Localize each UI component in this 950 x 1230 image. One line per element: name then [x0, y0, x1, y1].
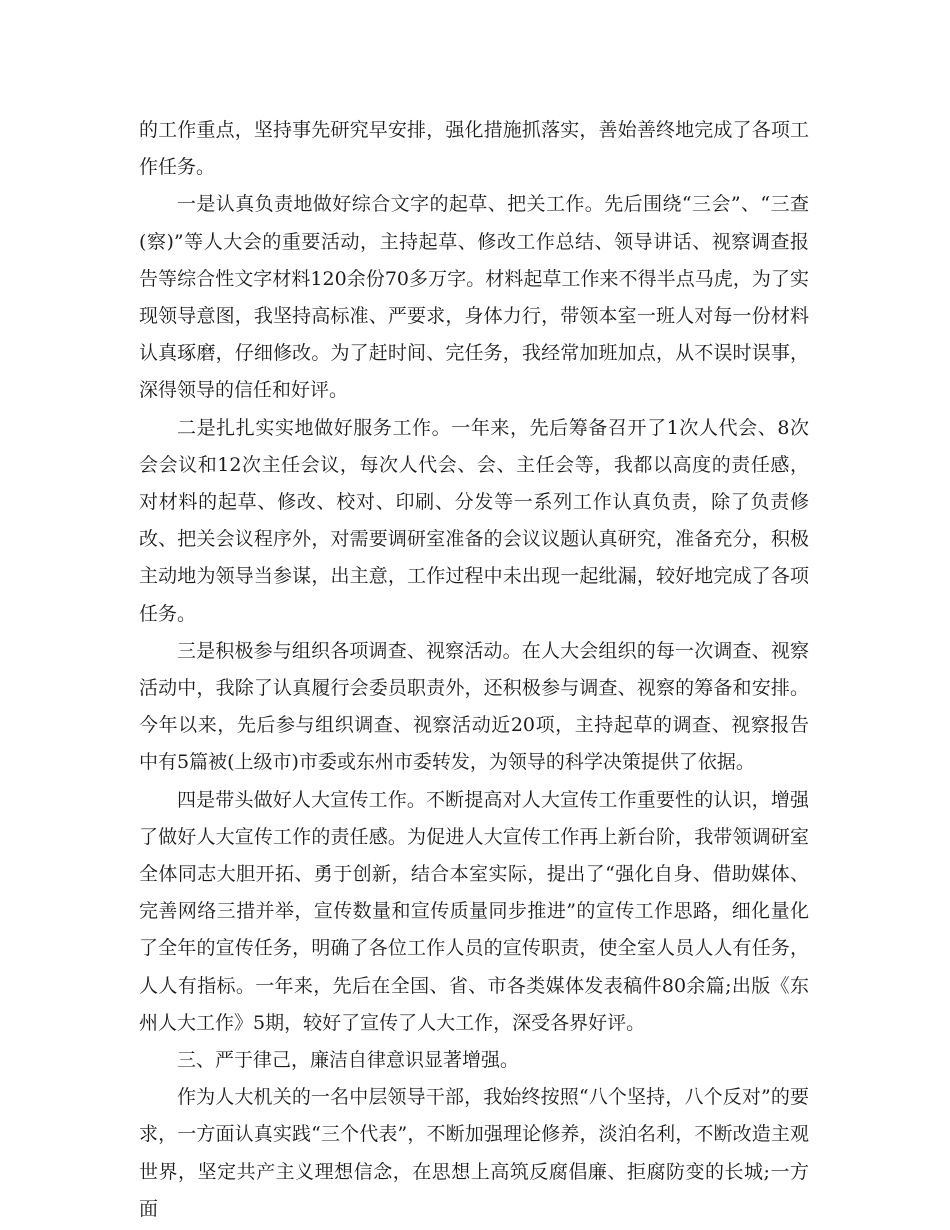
paragraph-continuation: 的工作重点，坚持事先研究早安排，强化措施抓落实，善始善终地完成了各项工作任务。 — [139, 119, 809, 179]
paragraph-drafting-work: 一是认真负责地做好综合文字的起草、把关工作。先后围绕“三会”、“三查(察)”等人大会的重要活动，主持起草、修改工作总结、领导讲话、视察调查报告等综合性文字材料120余份70多万字。材料起草工作来不得半点马虎，为了实现领导意图，我坚持高标准、严要求，身体力行，带领本室一班人对每一份材料认真琢磨，仔细修改。为了赶时间、完任务，我经常加班加点，从不误时误事，深得领导的信任和好评。 — [139, 193, 809, 402]
paragraph-service-work: 二是扎扎实实地做好服务工作。一年来，先后筹备召开了1次人代会、8次会会议和12次主任会议，每次人代会、会、主任会等，我都以高度的责任感，对材料的起草、修改、校对、印刷、分发等一系列工作认真负责，除了负责修改、把关会议程序外，对需要调研室准备的会议议题认真研究，准备充分，积极主动地为领导当参谋，出主意，工作过程中未出现一起纰漏，较好地完成了各项任务。 — [139, 416, 809, 625]
section-heading-self-discipline: 三、严于律己，廉洁自律意识显著增强。 — [177, 1049, 520, 1072]
paragraph-publicity-work: 四是带头做好人大宣传工作。不断提高对人大宣传工作重要性的认识，增强了做好人大宣传工作的责任感。为促进人大宣传工作再上新台阶，我带领调研室全体同志大胆开拓、勇于创新，结合本室实际，提出了“强化自身、借助媒体、完善网络三措并举，宣传数量和宣传质量同步推进”的宣传工作思路，细化量化了全年的宣传任务，明确了各位工作人员的宣传职责，使全室人员人人有任务，人人有指标。一年来，先后在全国、省、市各类媒体发表稿件80余篇;出版《东州人大工作》5期，较好了宣传了人大工作，深受各界好评。 — [139, 788, 809, 1034]
document-body — [139, 112, 809, 1228]
paragraph-inspection-activities: 三是积极参与组织各项调查、视察活动。在人大会组织的每一次调查、视察活动中，我除了认真履行会委员职责外，还积极参与调查、视察的筹备和安排。今年以来，先后参与组织调查、视察活动近20项，主持起草的调查、视察报告中有5篇被(上级市)市委或东州市委转发，为领导的科学决策提供了依据。 — [139, 639, 809, 774]
paragraph-self-discipline: 作为人大机关的一名中层领导干部，我始终按照“八个坚持，八个反对”的要求，一方面认真实践“三个代表”，不断加强理论修养，淡泊名利，不断改造主观世界，坚定共产主义理想信念，在思想上高筑反腐倡廉、拒腐防变的长城;一方面 — [139, 1086, 809, 1220]
